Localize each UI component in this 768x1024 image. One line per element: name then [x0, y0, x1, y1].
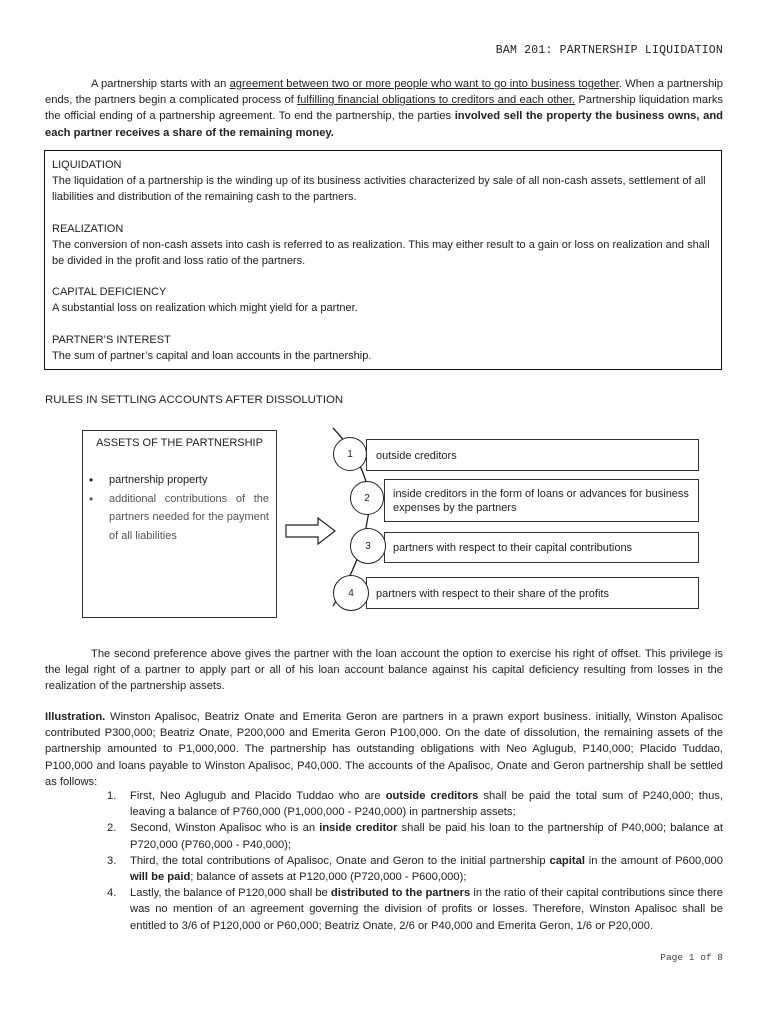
document-header: BAM 201: PARTNERSHIP LIQUIDATION [495, 44, 723, 57]
list-item-text: in the ratio of their capital contributions since there was no mention of an agreement governing the division of profits or losses. Therefore, Winston Apalisoc shall be entitled to 3/6 of P120,000 or P60,000; Beatriz Onate, 2/6 or P40,000 and Emerita Geron, 1/6 or P20,000. [130, 887, 723, 932]
intro-underline-2: fulfilling financial obligations to creditors and each other. [297, 94, 576, 107]
list-item-text: ; balance of assets at P120,000 (P720,000 - P600,000); [190, 871, 467, 884]
list-item-bold: distributed to the partners [330, 887, 471, 900]
intro-text-2: . When a partnership ends, the partners begin a complicated process of [45, 78, 724, 107]
intro-underline-1: agreement between two or more people who want to go into business together [229, 78, 619, 90]
list-item-text: First, Neo Aglugub and Placido Tuddao who are [130, 790, 386, 802]
rules-heading: RULES IN SETTLING ACCOUNTS AFTER DISSOLUTION [45, 394, 344, 406]
rule-text: inside creditors in the form of loans or advances for business expenses by the partners [393, 488, 689, 514]
assets-title: ASSETS OF THE PARTNERSHIP [96, 437, 263, 449]
definition-text: The conversion of non-cash assets into cash is referred to as realization. This may either result to a gain or loss on realization and shall be divided in the profit and loss ratio of the partners. [52, 239, 710, 267]
list-item [107, 885, 723, 934]
list-item [107, 820, 723, 852]
list-item-number: 4. [107, 887, 117, 900]
assets-item: • additional contributions of the partners needed for the payment of all liabilities [87, 490, 269, 546]
illustration-paragraph [45, 709, 723, 790]
list-item-bold: will be paid [130, 871, 191, 884]
offset-text: The second preference above gives the partner with the loan account the option to exercise his right of offset. This privilege is the legal right of a partner to apply part or all of his loan account balance against his capital deficiency resulting from losses in the realization of the partnership assets. [45, 648, 723, 693]
list-item-bold: capital [549, 854, 585, 867]
rule-number-circle: 1 [333, 437, 367, 471]
rule-number-circle: 2 [350, 481, 384, 515]
illustration-text: Winston Apalisoc, Beatriz Onate and Emerita Geron are partners in a prawn export business. initially, Winston Apalisoc contributed P300,000; Beatriz Onate, P200,000 and Emerita Geron P100,000. On the date of dissolution, the remaining assets of the partnership amounted to P1,000,000. The partnership has outstanding obligations with Neo Aglugub, P140,000; Placido Tuddao, P100,000 and loans payable to Winston Apalisoc, P40,000. The accounts of the Apalisoc, Onate and Geron partnership shall be settled as follows: [45, 711, 723, 788]
definition-text: The liquidation of a partnership is the winding up of its business activities characterized by sale of all non-cash assets, settlement of all liabilities and distribution of the remaining cash to the partners. [52, 175, 706, 203]
intro-bold: involved sell the property the business owns, and each partner receives a share of the remaining money. [45, 110, 723, 139]
list-item [107, 853, 723, 885]
list-item-text: Lastly, the balance of P120,000 shall be [130, 887, 331, 900]
page-number: Page 1 of 8 [660, 952, 723, 963]
intro-text-1: A partnership starts with an [91, 78, 230, 90]
rule-box-4 [366, 577, 699, 609]
rule-box-1 [366, 439, 699, 471]
list-item-number: 1. [107, 790, 117, 802]
definition-term: LIQUIDATION [52, 159, 122, 171]
list-item-text: shall be paid the total sum of P240,000; thus, leaving a balance of P760,000 (P1,000,000 - P240,000) in partnership assets; [130, 790, 723, 819]
definition-term: CAPITAL DEFICIENCY [52, 286, 167, 298]
rule-number-circle: 4 [333, 575, 369, 611]
list-item-number: 2. [107, 822, 117, 835]
definition-term: PARTNER’S INTEREST [52, 334, 171, 346]
definition-text: The sum of partner’s capital and loan accounts in the partnership. [52, 350, 372, 362]
assets-item: • partnership property [87, 471, 269, 490]
rule-box-2 [384, 479, 699, 522]
rule-number-circle: 3 [350, 528, 386, 564]
rule-text: outside creditors [376, 450, 457, 462]
list-item-bold: outside creditors [385, 790, 479, 802]
rule-box-3 [384, 532, 699, 563]
offset-paragraph [45, 646, 723, 695]
list-item-text: shall be paid his loan to the partnership of P40,000; balance at P720,000 (P760,000 - P40,000); [130, 822, 723, 851]
illustration-label: Illustration. [45, 711, 106, 723]
rule-text: partners with respect to their capital contributions [393, 542, 633, 554]
list-item-text: in the amount of P600,000 [584, 854, 723, 867]
definition-term: REALIZATION [52, 223, 124, 235]
definition-text: A substantial loss on realization which might yield for a partner. [52, 302, 358, 314]
settlement-steps-list [107, 788, 723, 934]
list-item-text: Second, Winston Apalisoc who is an [130, 822, 320, 835]
list-item-bold: inside creditor [319, 822, 398, 835]
intro-text-3: Partnership liquidation marks the official ending of a partnership agreement. To end the partnership, the parties [45, 94, 724, 123]
list-item-number: 3. [107, 854, 117, 867]
rule-text: partners with respect to their share of the profits [376, 588, 609, 600]
list-item [107, 788, 723, 820]
list-item-text: Third, the total contributions of Apalisoc, Onate and Geron to the initial partnership [130, 854, 550, 867]
